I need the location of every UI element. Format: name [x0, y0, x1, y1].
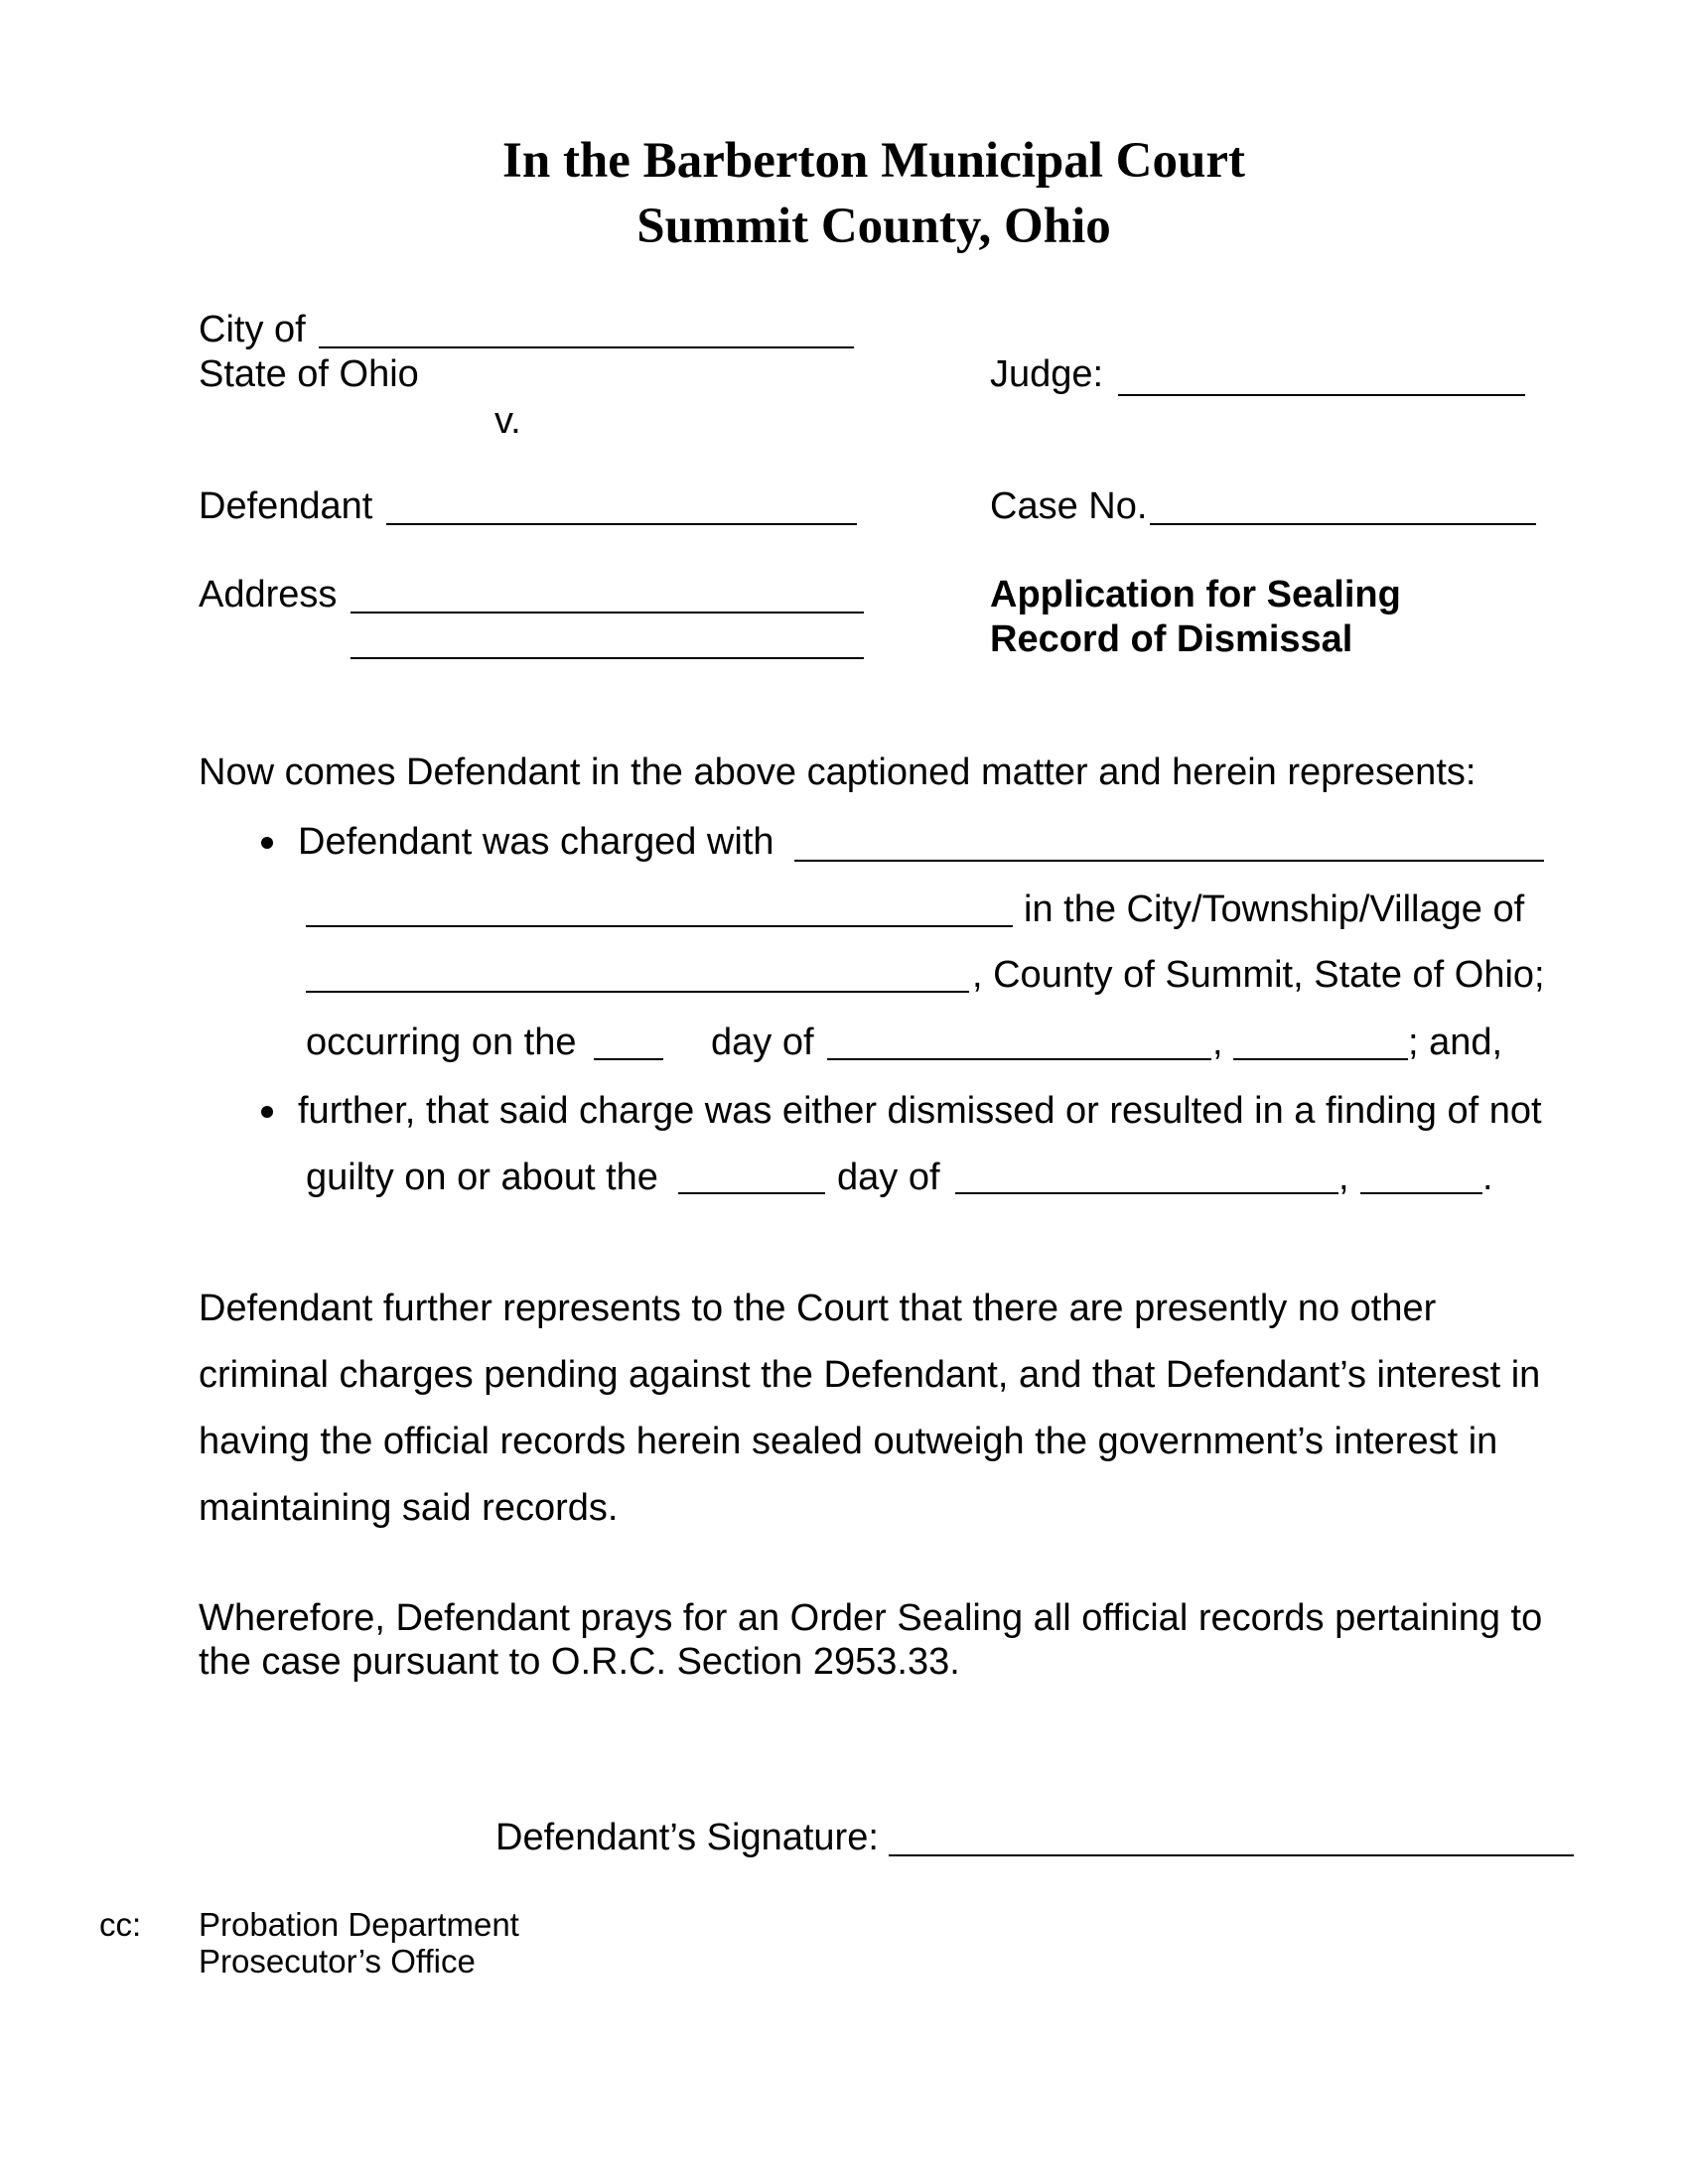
signature-label: Defendant’s Signature:	[495, 1817, 879, 1858]
state-of-ohio-label: State of Ohio	[199, 353, 419, 395]
judge-label: Judge:	[990, 353, 1104, 395]
paragraph-1-line-3: having the official records herein sealed outweigh the government’s interest in	[199, 1421, 1498, 1462]
document-title-line2: Record of Dismissal	[990, 618, 1353, 660]
cc-recipient: Prosecutor’s Office	[199, 1943, 476, 1979]
county-state-label: , County of Summit, State of Ohio;	[972, 954, 1545, 996]
dismissed-statement: further, that said charge was either dismissed or resulted in a finding of not	[298, 1090, 1542, 1132]
address-line1-field[interactable]	[351, 612, 864, 614]
guilty-on-about-label: guilty on or about the	[306, 1157, 658, 1198]
paragraph-1-line-4: maintaining said records.	[199, 1487, 619, 1529]
bullet-1	[261, 837, 273, 849]
address-label: Address	[199, 574, 338, 615]
case-number-label: Case No.	[990, 485, 1148, 527]
offense-day-of-label: day of	[711, 1022, 814, 1063]
judge-field[interactable]	[1118, 394, 1525, 396]
charge-continued-field[interactable]	[306, 925, 1013, 927]
offense-and-label: ; and,	[1408, 1022, 1503, 1063]
dismissal-day-field[interactable]	[678, 1192, 825, 1194]
cc-label: cc:	[99, 1906, 142, 1943]
defendant-label: Defendant	[199, 485, 373, 527]
signature-field[interactable]	[889, 1854, 1574, 1856]
charged-with-label: Defendant was charged with	[298, 821, 774, 863]
versus-label: v.	[494, 400, 521, 442]
offense-comma: ,	[1212, 1022, 1223, 1063]
document-title-line1: Application for Sealing	[990, 574, 1401, 615]
city-township-village-label: in the City/Township/Village of	[1024, 888, 1525, 930]
bullet-2	[261, 1106, 273, 1118]
address-line2-field[interactable]	[351, 657, 864, 659]
paragraph-2-line-2: the case pursuant to O.R.C. Section 2953.33.	[199, 1641, 960, 1683]
city-of-label: City of	[199, 309, 306, 350]
dismissal-year-field[interactable]	[1360, 1192, 1482, 1194]
court-name-heading: In the Barberton Municipal Court	[501, 133, 1246, 189]
offense-year-field[interactable]	[1233, 1058, 1408, 1060]
county-heading: Summit County, Ohio	[636, 199, 1111, 254]
dismissal-comma: ,	[1338, 1157, 1349, 1198]
cc-recipient: Probation Department	[199, 1906, 519, 1943]
defendant-name-field[interactable]	[386, 523, 857, 525]
city-of-field[interactable]	[319, 346, 854, 348]
intro-statement: Now comes Defendant in the above captioned matter and herein represents:	[199, 751, 1477, 793]
dismissal-day-of-label: day of	[837, 1157, 940, 1198]
dismissal-period: .	[1482, 1157, 1493, 1198]
offense-month-field[interactable]	[827, 1058, 1211, 1060]
paragraph-1-line-2: criminal charges pending against the Defendant, and that Defendant’s interest in	[199, 1354, 1541, 1396]
occurring-on-label: occurring on the	[306, 1022, 577, 1063]
paragraph-2-line-1: Wherefore, Defendant prays for an Order Sealing all official records pertaining to	[199, 1597, 1543, 1639]
case-number-field[interactable]	[1150, 523, 1536, 525]
paragraph-1-line-1: Defendant further represents to the Court that there are presently no other	[199, 1288, 1437, 1329]
offense-day-field[interactable]	[594, 1058, 663, 1060]
municipality-field[interactable]	[306, 991, 969, 993]
charge-field[interactable]	[794, 860, 1544, 862]
dismissal-month-field[interactable]	[955, 1192, 1338, 1194]
